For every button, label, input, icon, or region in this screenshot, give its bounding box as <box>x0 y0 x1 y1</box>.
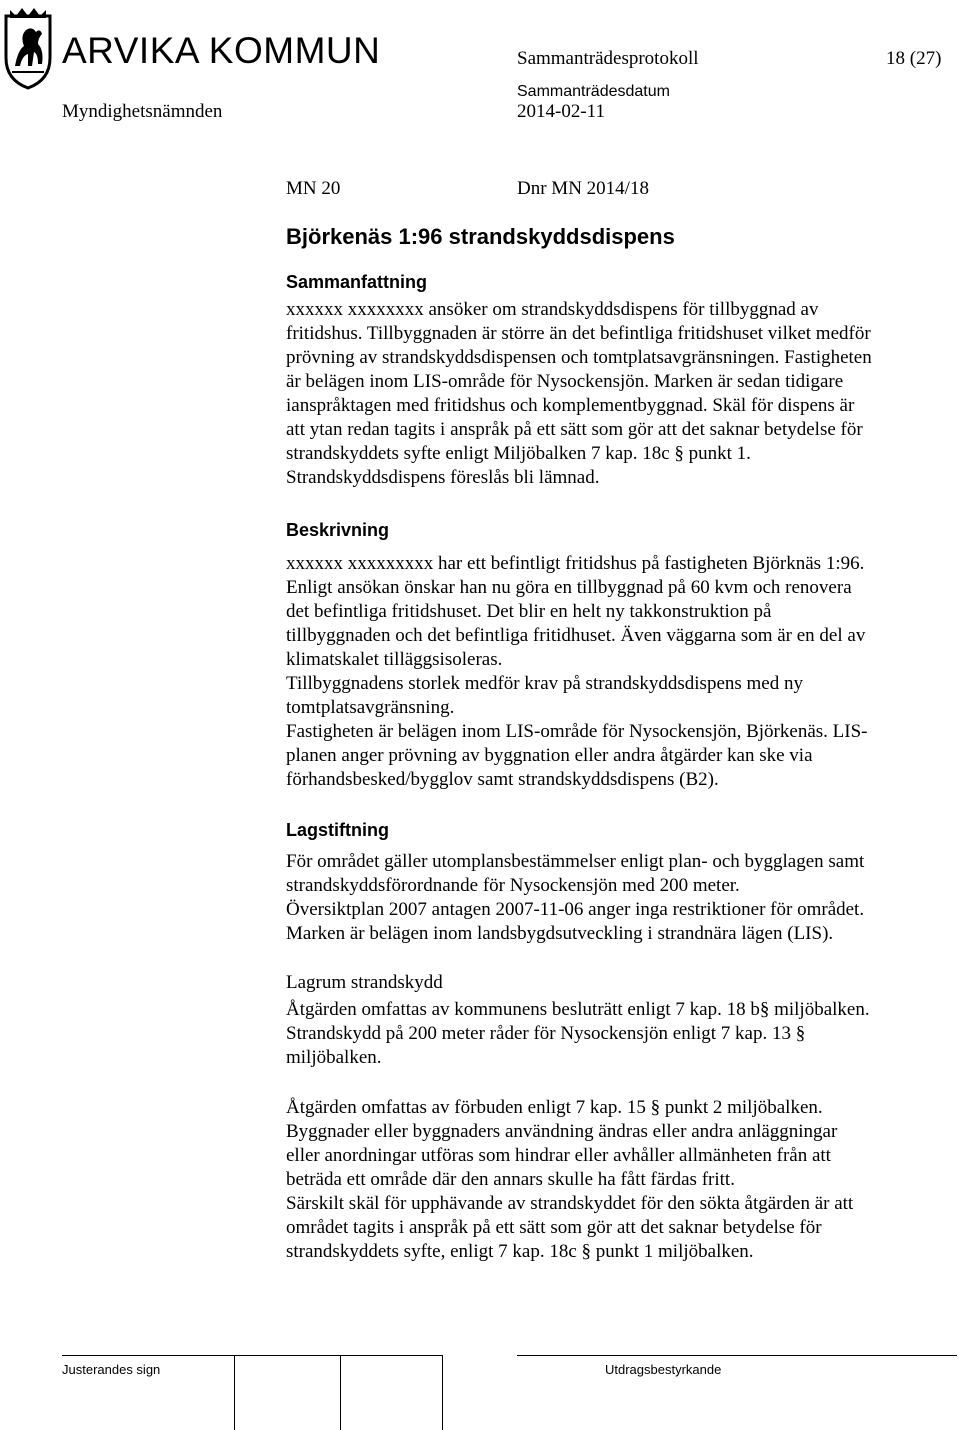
footer-justerandes-sign: Justerandes sign <box>62 1362 161 1377</box>
paragraph-line: området tagits i anspråk på ett sätt som gör att det saknar betydelse för <box>286 1217 822 1238</box>
forbud-body <box>286 1096 951 1264</box>
lagstiftning-body <box>286 850 951 946</box>
meeting-date: 2014-02-11 <box>517 101 605 122</box>
committee-name: Myndighetsnämnden <box>62 101 223 122</box>
footer-divider <box>234 1355 235 1430</box>
paragraph-line: förhandsbesked/bygglov samt strandskyddsdispens (B2). <box>286 769 719 790</box>
paragraph-line: prövning av strandskyddsdispensen och tomtplatsavgränsningen. Fastigheten <box>286 347 872 368</box>
arvika-coat-of-arms-logo <box>2 6 54 90</box>
beskrivning-body <box>286 552 951 792</box>
paragraph-line: Särskilt skäl för upphävande av strandskyddet för den sökta åtgärden är att <box>286 1193 854 1214</box>
paragraph-line: xxxxxx xxxxxxxx ansöker om strandskyddsdispens för tillbyggnad av <box>286 299 819 320</box>
paragraph-line: Fastigheten är belägen inom LIS-område för Nysockensjön, Björkenäs. LIS- <box>286 721 868 742</box>
paragraph-line: det befintliga fritidshuset. Det blir en helt ny takkonstruktion på <box>286 601 772 622</box>
footer-rule-left <box>62 1355 442 1356</box>
paragraph-line: miljöbalken. <box>286 1047 382 1068</box>
footer-divider <box>340 1355 341 1430</box>
paragraph-line: Strandskydd på 200 meter råder för Nysockensjön enligt 7 kap. 13 § <box>286 1023 806 1044</box>
date-label: Sammanträdesdatum <box>517 83 670 100</box>
paragraph-line: eller anordningar utföras som hindrar eller avhåller allmänheten från att <box>286 1145 831 1166</box>
diary-number: Dnr MN 2014/18 <box>517 178 649 199</box>
paragraph-line: planen anger prövning av byggnation eller andra åtgärder kan ske via <box>286 745 813 766</box>
paragraph-line: klimatskalet tilläggsisoleras. <box>286 649 503 670</box>
brand-name: ARVIKA KOMMUN <box>62 30 381 71</box>
paragraph-line: Strandskyddsdispens föreslås bli lämnad. <box>286 467 600 488</box>
page-number: 18 (27) <box>886 48 942 69</box>
lagrum-body <box>286 998 951 1070</box>
paragraph-line: Enligt ansökan önskar han nu göra en tillbyggnad på 60 kvm och renovera <box>286 577 852 598</box>
paragraph-line: strandskyddets syfte enligt Miljöbalken 7 kap. 18c § punkt 1. <box>286 443 751 464</box>
sammanfattning-body <box>286 298 951 490</box>
document-type: Sammanträdesprotokoll <box>517 48 699 69</box>
paragraph-line: Översiktplan 2007 antagen 2007-11-06 anger inga restriktioner för området. <box>286 899 865 920</box>
heading-lagstiftning: Lagstiftning <box>286 820 389 840</box>
heading-beskrivning: Beskrivning <box>286 520 390 540</box>
paragraph-line: strandskyddets syfte, enligt 7 kap. 18c § punkt 1 miljöbalken. <box>286 1241 754 1262</box>
paragraph-line: Åtgärden omfattas av kommunens besluträtt enligt 7 kap. 18 b§ miljöbalken. <box>286 999 870 1020</box>
footer-utdragsbestyrkande: Utdragsbestyrkande <box>605 1362 722 1377</box>
footer-divider <box>442 1355 443 1430</box>
paragraph-line: är belägen inom LIS-område för Nysockensjön. Marken är sedan tidigare <box>286 371 844 392</box>
paragraph-line: ianspråktagen med fritidshus och komplementbyggnad. Skäl för dispens är <box>286 395 855 416</box>
paragraph-line: tomtplatsavgränsning. <box>286 697 455 718</box>
paragraph-line: tillbyggnaden och det befintliga fritidhuset. Även väggarna som är en del av <box>286 625 866 646</box>
paragraph-line: xxxxxx xxxxxxxxx har ett befintligt fritidshus på fastigheten Björknäs 1:96. <box>286 553 865 574</box>
heading-lagrum-strandskydd: Lagrum strandskydd <box>286 972 443 993</box>
paragraph-line: För området gäller utomplansbestämmelser enligt plan- och bygglagen samt <box>286 851 865 872</box>
case-number: MN 20 <box>286 178 341 199</box>
footer-rule-right <box>517 1355 957 1356</box>
paragraph-line: Åtgärden omfattas av förbuden enligt 7 kap. 15 § punkt 2 miljöbalken. <box>286 1097 823 1118</box>
paragraph-line: beträda ett område där den annars skulle ha fått färdas fritt. <box>286 1169 735 1190</box>
paragraph-line: att ytan redan tagits i anspråk på ett sätt som gör att det saknar betydelse för <box>286 419 863 440</box>
paragraph-line: Tillbyggnadens storlek medför krav på strandskyddsdispens med ny <box>286 673 803 694</box>
paragraph-line: strandskyddsförordnande för Nysockensjön med 200 meter. <box>286 875 740 896</box>
heading-sammanfattning: Sammanfattning <box>286 272 428 292</box>
paragraph-line: Byggnader eller byggnaders användning ändras eller andra anläggningar <box>286 1121 838 1142</box>
paragraph-line: Marken är belägen inom landsbygdsutveckling i strandnära lägen (LIS). <box>286 923 834 944</box>
paragraph-line: fritidshus. Tillbyggnaden är större än det befintliga fritidshuset vilket medför <box>286 323 871 344</box>
page-title: Björkenäs 1:96 strandskyddsdispens <box>286 224 675 249</box>
